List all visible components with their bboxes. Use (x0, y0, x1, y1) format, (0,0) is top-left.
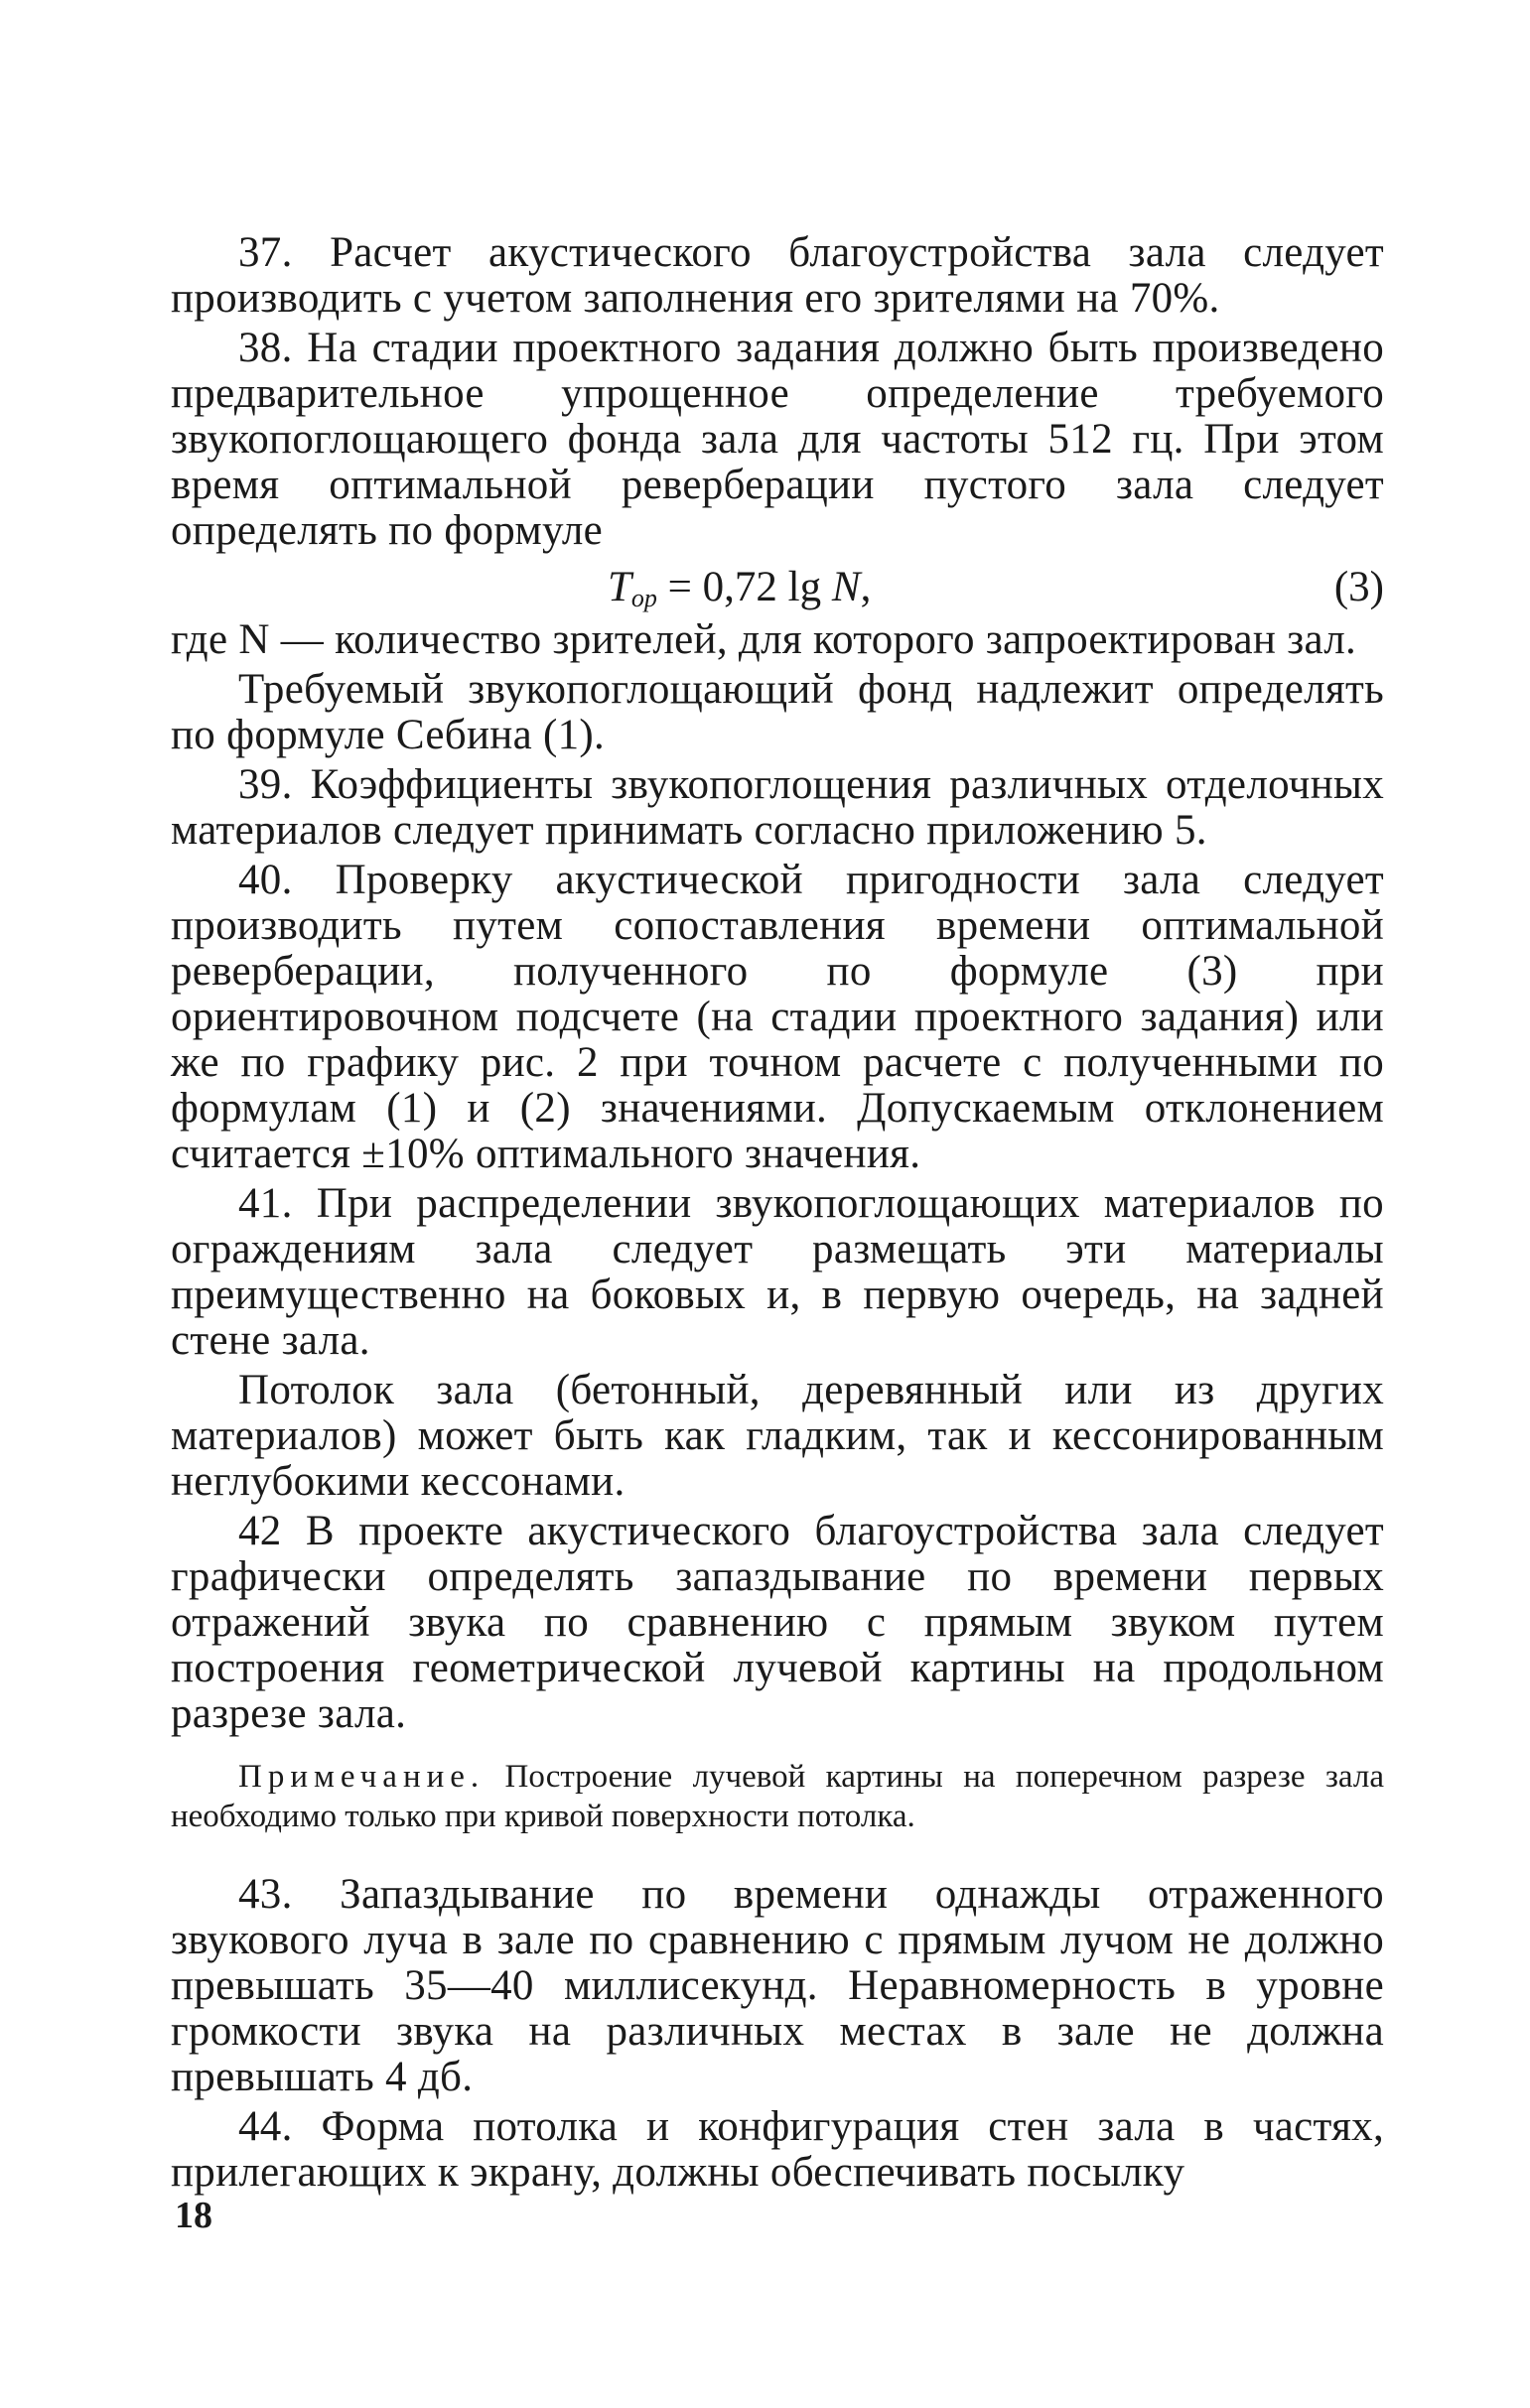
note-label: Примечание. (238, 1759, 486, 1795)
paragraph-37: 37. Расчет акустического благоустройства зала следует производить с учетом заполнения его зрителями на 70%. (171, 229, 1384, 322)
formula-lhs: T (608, 564, 631, 610)
note (171, 1757, 1384, 1836)
formula-variable: N (831, 564, 861, 610)
paragraph-where: где N — количество зрителей, для которого запроектирован зал. (171, 616, 1357, 663)
formula-number: (3) (1333, 564, 1384, 610)
formula-row (171, 558, 1384, 617)
paragraph-41: 41. При распределении звукопоглощающих материалов по ограждениям зала следует размещать эти материалы преимущественно на боковых и, в первую очередь, на задней стене зала. (171, 1180, 1384, 1364)
paragraph-42: 42 В проекте акустического благоустройства зала следует графически определять запаздывание по времени первых отражений звука по сравнению с прямым звуком путем построения геометрической лучевой картины на продольном разрезе зала. (171, 1508, 1384, 1737)
formula-rhs: = 0,72 lg (667, 564, 832, 610)
note-text: Построение лучевой картины на поперечном разрезе зала необходимо только при кривой поверхности потолка. (171, 1759, 1384, 1834)
formula-tail: , (860, 564, 872, 610)
paragraph-43: 43. Запаздывание по времени однажды отраженного звукового луча в зале по сравнению с прямым лучом не должно превышать 35—40 миллисекунд. Неравномерность в уровне громкости звука на различных местах в зале не должна превышать 4 дб. (171, 1871, 1384, 2100)
paragraph-38: 38. На стадии проектного задания должно быть произведено предварительное упрощенное определение требуемого звукопоглощающего фонда зала для частоты 512 гц. При этом время оптимальной реверберации пустого зала следует определять по формуле (171, 325, 1384, 554)
page-number: 18 (175, 2195, 212, 2236)
paragraph-39: 39. Коэффициенты звукопоглощения различных отделочных материалов следует принимать согласно приложению 5. (171, 761, 1384, 854)
paragraph-40: 40. Проверку акустической пригодности зала следует производить путем сопоставления времени оптимальной реверберации, полученного по формуле (3) при ориентировочном подсчете (на стадии проектного задания) или же по графику рис. 2 при точном расчете с полученными по формулам (1) и (2) значениями. Допускаемым отклонением считается ±10% оптимального значения. (171, 857, 1384, 1177)
paragraph-sabine: Требуемый звукопоглощающий фонд надлежит определять по формуле Себина (1). (171, 666, 1384, 758)
formula (608, 558, 871, 628)
paragraph-44: 44. Форма потолка и конфигурация стен зала в частях, прилегающих к экрану, должны обеспечивать посылку (171, 2103, 1384, 2196)
paragraph-ceiling: Потолок зала (бетонный, деревянный или из других материалов) может быть как гладким, так и кессонированным неглубокими кессонами. (171, 1367, 1384, 1505)
document-page (171, 230, 1384, 2200)
formula-subscript: op (630, 584, 657, 612)
